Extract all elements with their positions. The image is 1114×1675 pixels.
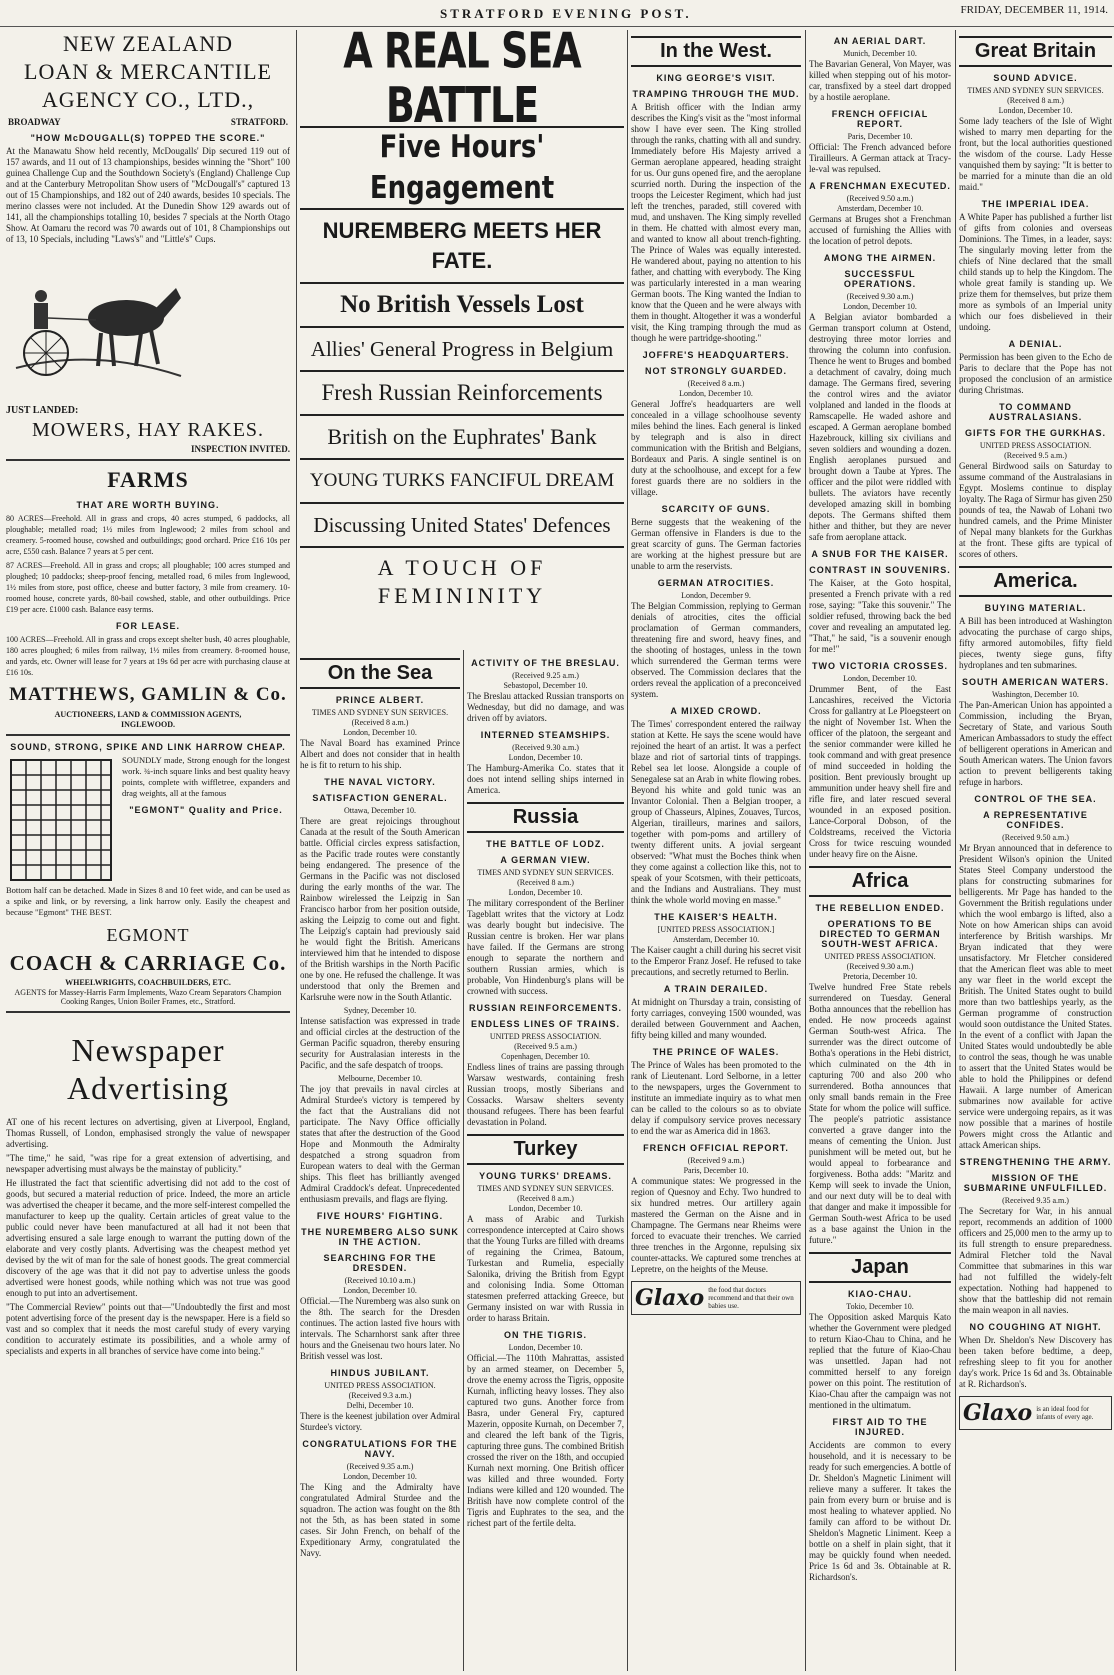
received-line: (Received 9.35 a.m.)	[346, 1462, 414, 1471]
head-young-turks: YOUNG TURKS' DREAMS.	[479, 1171, 612, 1181]
glaxo-logo: Glaxo	[635, 1285, 705, 1311]
head-australasia: TO COMMAND AUSTRALASIANS.	[988, 402, 1083, 422]
banner-defences	[300, 504, 624, 548]
divider	[6, 1011, 290, 1013]
divider	[6, 734, 290, 736]
nz-body: At the Manawatu Show held recently, McDougalls' Dip secured 119 out of 157 awards, and 11 out of 13 championships, besides winning the "Short" 100 guinea Challenge Cup and the Southdown Society's (England) Challenge Cup and at the Canterbury Metropolitan Show users of "McDougall's" captured 13 out of 15 Championships, and 182 out of 240 awards, besides 10 specials. The merino classes were not included. At the Dunedin Show 129 awards out of 141, all the championships totalling 10, besides 7 specials at the North Otago Show. At Oamaru the record was 70 awards out of 101, 8 Championships out of 13, 10 Specials, including "Laws's" and "Little's" Cups.	[6, 146, 290, 244]
newspaper-p3: He illustrated the fact that scientific advertising did not add to the cost of goods, but secured a material reduction of price. Indeed, the more an article was advertised the cheaper it became, and the more self-interest compelled the manufacturer to keep up the quality. Certain articles of great value to the public could never have been manufactured at all had it not been that advertising ensured a sale large enough to warrant the putting down of the elaborate and very costly plants. Advertising was the cheapest method yet devised by the wit of man for the sale of honest goods. The great commercial discovery of the age was that it did not pay to advertise unless the goods advertised were honest goods, while nothing which was not true was good enough to put into an advertisement.	[6, 1178, 290, 1298]
section-russia: Russia	[467, 802, 624, 833]
newspaper-p4: "The Commercial Review" points out that—"Undoubtedly the first and most potent advertising force of the present day is the newspaper. Here is a field so vast and so complex that it needs the most careful study of every varying condition to accurately estimate its possibilities, and a whole army of specialists and experts in all branches of service have come into being."	[6, 1302, 290, 1356]
service-line: [UNITED PRESS ASSOCIATION.]	[657, 925, 775, 934]
service-line: TIMES AND SYDNEY SUN SERVICES.	[311, 708, 449, 717]
farms-heading: FARMS	[107, 467, 189, 492]
head-tigris: ON THE TIGRIS.	[503, 1330, 587, 1340]
dateline: Amsterdam, December 10.	[836, 204, 924, 213]
head-derailed: A TRAIN DERAILED.	[663, 984, 769, 994]
head-naval-victory: THE NAVAL VICTORY.	[324, 777, 436, 787]
received-line: (Received 9.25 a.m.)	[512, 671, 579, 680]
head-denial: A DENIAL.	[1008, 339, 1063, 349]
section-on-the-sea: On the Sea	[300, 658, 460, 689]
head-mud: TRAMPING THROUGH THE MUD.	[632, 89, 800, 99]
body-prince-albert: The Naval Board has examined Prince Albert and does not consider that in health he is fit to return to his ship.	[300, 738, 460, 770]
newspaper-title-1: Newspaper	[71, 1032, 225, 1068]
head-prince-albert: PRINCE ALBERT.	[335, 695, 425, 705]
head-mixed: A MIXED CROWD.	[670, 706, 762, 716]
newspaper-title-2: Advertising	[66, 1070, 230, 1106]
dateline: Pretoria, December 10.	[842, 972, 918, 981]
nz-title-3: AGENCY CO., LTD.,	[41, 87, 255, 112]
body-french: A communique states: We progressed in the region of Quesnoy and Echy. Two hundred to six hundred metres. Our artillery again mastered the German on the Aisne and in Champagne. The Germans near Rheims were forced to evacuate their trenches. We carried three trenches in the Argonne, repulsing six counter-attacks. We captured some trenches at Lepretre, on the heights of the Meuse.	[631, 1176, 801, 1274]
harrow-heading: SOUND, STRONG, SPIKE AND LINK HARROW CHEAP.	[10, 742, 286, 752]
section-in-the-west: In the West.	[631, 36, 801, 67]
section-america: America.	[959, 566, 1112, 597]
received-line: (Received 9.50 a.m.)	[1002, 833, 1069, 842]
body-interned: The Hamburg-Amerika Co. states that it does not intend selling ships interned in America.	[467, 763, 624, 795]
dateline: Sydney, December 10.	[343, 1006, 417, 1015]
head-german-view: A GERMAN VIEW.	[500, 855, 591, 865]
head-kiaochau: KIAO-CHAU.	[848, 1289, 912, 1299]
dateline: Copenhagen, December 10.	[501, 1052, 590, 1061]
body-tigris: Official.—The 110th Mahrattas, assisted by an armed steamer, on December 5, drove the enemy across the Tigris, opposite Kurnah, inflicting heavy losses. They also captured two guns. Another force from Basra, under General Fry, captured Mazerin, opposite Kurnah, on December 7, and cleared the left bank of the Tigris, capturing three guns. The combined British crossed the river on the 18th, and occupied Kurnah next morning. One British officer was killed and three wounded. Forty Indians were killed and 120 wounded. The British have now complete control of the Tigris and Euphrates to the sea, and the richest part of the fertile delta.	[467, 1353, 624, 1528]
horse-mower-illustration	[6, 248, 186, 398]
received-line: (Received 8 a.m.)	[1007, 96, 1064, 105]
head-mission: MISSION OF THE SUBMARINE UNFULFILLED.	[963, 1173, 1108, 1193]
dateline: Tokio, December 10.	[846, 1302, 914, 1311]
body-melbourne: The joy that prevails in naval circles at Admiral Sturdee's victory is tempered by the fact that the Australians did not participate. The Navy Office officially states that after the destruction of the Good Hope and Monmouth the Admiralty despatched a strong squadron from European waters to deal with the German ships. This fleet has brilliantly avenged Admiral Craddock's defeat. Unprecedented enthusiasm prevails, and flags are flying.	[300, 1084, 460, 1204]
head-french-report: FRENCH OFFICIAL REPORT.	[831, 109, 929, 129]
dateline: Munich, December 10.	[843, 49, 917, 58]
column-rule	[463, 650, 464, 1671]
banner-belgium	[300, 328, 624, 372]
received-line: (Received 8 a.m.)	[517, 1194, 574, 1203]
matthews-heading: MATTHEWS, GAMLIN & Co.	[9, 684, 287, 705]
harrow-body-2: Bottom half can be detached. Made in Sizes 8 and 10 feet wide, and can be used as a spike and link, or by reversing, a link harrow only. Easily the cheapest and because "Egmont" THE BEST.	[6, 885, 290, 917]
dateline: London, December 10.	[508, 753, 583, 762]
head-south-american: SOUTH AMERICAN WATERS.	[962, 677, 1109, 687]
head-interned: INTERNED STEAMSHIPS.	[480, 730, 611, 740]
dateline: London, December 10.	[508, 1204, 583, 1213]
body-trains: Endless lines of trains are passing through Warsaw westwards, containing fresh Russian troops, mostly Siberians and Cossacks. Warsaw shelters seventy thousand refugees. There has been fearful devastation in Poland.	[467, 1062, 624, 1127]
body-aerial: The Bavarian General, Von Mayer, was killed when stepping out of his motor-car, transfixed by a steel dart dropped by a hostile aeroplane.	[809, 59, 951, 102]
head-rebellion: THE REBELLION ENDED.	[815, 903, 945, 913]
received-line: (Received 8 a.m.)	[351, 718, 409, 727]
glaxo-advert	[631, 1281, 801, 1315]
matthews-location: INGLEWOOD.	[120, 720, 175, 729]
body-delhi: There is the keenest jubilation over Admiral Sturdee's victory.	[300, 1411, 460, 1432]
banner-nuremberg	[300, 210, 624, 284]
dateline: Amsterdam, December 10.	[672, 935, 760, 944]
nz-loc-right: STRATFORD.	[230, 117, 288, 127]
head-coughing: NO COUGHING AT NIGHT.	[969, 1322, 1102, 1332]
head-russian-reinf: RUSSIAN REINFORCEMENTS.	[468, 1003, 622, 1013]
section-africa: Africa	[809, 866, 951, 897]
head-aerial: AN AERIAL DART.	[833, 36, 927, 46]
body-derailed: At midnight on Thursday a train, consisting of forty carriages, conveying 1500 wounded, was derailed between Gouvernment and Aachen, fifty being killed and many wounded.	[631, 997, 801, 1040]
body-sydney: Intense satisfaction was expressed in trade and official circles at the destruction of the German Pacific squadron, thereby ensuring security for Australasian interests in the Pacific, and the safe despatch of troops.	[300, 1016, 460, 1070]
received-line: (Received 9.30 a.m.)	[846, 962, 914, 971]
head-not-guarded: NOT STRONGLY GUARDED.	[644, 366, 787, 376]
column-rule	[296, 30, 297, 1671]
head-lodz: THE BATTLE OF LODZ.	[486, 839, 605, 849]
body-sound: Some lady teachers of the Isle of Wight wished to marry men departing for the front, but the local authorities questioned the wisdom of the course. Lady Hesse vanquished them by saying: "It is better to be married for a minute than die an old maid."	[959, 116, 1112, 192]
received-line: (Received 9.30 a.m.)	[512, 743, 579, 752]
body-strength: The Secretary for War, in his annual report, recommends an addition of 1000 officers and 25,000 men to the army up to its full strength to ensure preparedness. Admiral Fletcher told the Naval Committee that submarines in this war had not fulfilled the widely-felt expectation. Nothing had happened to show that the battleship did not remain the main weapon in all navies.	[959, 1206, 1112, 1315]
nz-loc-left: BROADWAY	[8, 117, 61, 127]
nz-headline: "HOW McDOUGALL(S) TOPPED THE SCORE."	[30, 133, 266, 143]
head-strengthening: STRENGTHENING THE ARMY.	[959, 1157, 1112, 1167]
dateline: London, December 10.	[843, 674, 917, 683]
head-congrats: CONGRATULATIONS FOR THE NAVY.	[302, 1439, 458, 1459]
nz-location	[8, 117, 288, 127]
head-joffre: JOFFRE'S HEADQUARTERS.	[642, 350, 790, 360]
head-french-report: FRENCH OFFICIAL REPORT.	[643, 1143, 789, 1153]
banner-1: A REAL SEA BATTLE	[343, 30, 581, 134]
section-japan: Japan	[809, 1252, 951, 1283]
banner-engagement	[300, 128, 624, 210]
masthead	[0, 0, 1114, 27]
body-atrocities: The Belgian Commission, replying to German denials of atrocities, cites the official proclamation of German commanders, threatening fire and sword, heavy fines, and the shooting of hostages, unless in the town which surrendered the German terms were observed. The Commission declares that the orders reveal the application of a preconceived system.	[631, 601, 801, 699]
head-satisfaction: SATISFACTION GENERAL.	[312, 793, 448, 803]
dateline: London, December 9.	[681, 591, 751, 600]
russia-turkey-column	[467, 652, 624, 1671]
column-rule	[805, 30, 806, 1671]
head-prince-wales: THE PRINCE OF WALES.	[652, 1047, 780, 1057]
banner-femininity	[300, 548, 624, 616]
section-turkey: Turkey	[467, 1134, 624, 1165]
farm-listing-1: 80 ACRES—Freehold. All in grass and crops, 40 acres stumped, 6 paddocks, all ploughable; metalled road; 1½ miles from Inglewood; 2 miles from school and creamery. 5-roomed house, cowshed and outbuildings; good orchard. Price £16 10s per acre, £550 cash. Balance 7 years at 5 per cent.	[6, 514, 290, 556]
service-line: TIMES AND SYDNEY SUN SERVICES.	[477, 868, 614, 877]
inspection-note: INSPECTION INVITED.	[190, 444, 290, 454]
body-vc: Drummer Bent, of the East Lancashires, received the Victoria Cross for gallantry at Le Ploegsteert on the night of November 1st. When the officer of the platoon, the sergeant and the senior commander were killed he took command and with great presence of mind succeeded in holding the position. Bent previously brought up ammunition under heavy shell fire and rifle fire, and later rescued several wounded in an exposed position. Lance-Corporal Dobson, of the Coldstreams, received the Victoria Cross for twice rescuing wounded under heavy fire on the Aisne.	[809, 684, 951, 859]
head-kings-visit: KING GEORGE'S VISIT.	[656, 73, 776, 83]
glaxo-logo: Glaxo	[963, 1400, 1033, 1426]
banner-sea-battle	[300, 30, 624, 134]
service-line: UNITED PRESS ASSOCIATION.	[979, 441, 1092, 450]
body-lodz: The military correspondent of the Berliner Tageblatt writes that the victory at Lodz was dearly bought but indecisive. The Russian centre is broken. Her war plans have failed. If the Germans are strong enough to separate the northern and southern Russian armies, which is probable, Von Hindenburg's plans will be crowned with success.	[467, 898, 624, 996]
body-kaiser: The Kaiser caught a chill during his secret visit to the Emperor Franz Josef. He refused to take precautions, and secretly returned to Berlin.	[631, 945, 801, 977]
dateline: London, December 10.	[508, 888, 583, 897]
farm-listing-2: 87 ACRES—Freehold. All in grass and crops; all ploughable; 100 acres stumped and ploughed; 10 paddocks; sheep-proof fencing, metalled road, 6 miles from Inglewood, 1½ miles from store, post office, cheese and butter factory, 3 mile from creamery. 10-roomed house, concrete yards, 80-bail cowshed, stable, and other outbuildings. Price £19 per acre. £1000 cash. Balance easy terms.	[6, 561, 290, 614]
masthead-date: FRIDAY, DECEMBER 11, 1914.	[960, 4, 1108, 16]
head-imperial: THE IMPERIAL IDEA.	[981, 199, 1090, 209]
head-scarcity: SCARCITY OF GUNS.	[661, 504, 771, 514]
head-control: CONTROL OF THE SEA.	[974, 794, 1097, 804]
newspaper-p2: "The time," he said, "was ripe for a great extension of advertising, and newspaper advertising must always be the mainstay of publicity."	[6, 1153, 290, 1174]
matthews-subtitle: AUCTIONEERS, LAND & COMMISSION AGENTS,	[54, 710, 242, 719]
head-operations: OPERATIONS TO BE DIRECTED TO GERMAN SOUTH-WEST AFRICA.	[819, 919, 941, 949]
head-searching: SEARCHING FOR THE DRESDEN.	[323, 1253, 437, 1273]
head-souvenirs: CONTRAST IN SOUVENIRS.	[809, 565, 951, 575]
britain-america-column	[959, 30, 1112, 1671]
service-line: UNITED PRESS ASSOCIATION.	[324, 1381, 436, 1390]
banner-young-turks	[300, 460, 624, 504]
service-line: UNITED PRESS ASSOCIATION.	[489, 1032, 602, 1041]
received-line: (Received 10.10 a.m.)	[344, 1276, 416, 1285]
dateline: Sebastopol, December 10.	[503, 681, 588, 690]
head-endless: ENDLESS LINES OF TRAINS.	[470, 1019, 620, 1029]
received-line: (Received 9.50 a.m.)	[846, 194, 914, 203]
body-executed: Germans at Bruges shot a Frenchman accused of furnishing the Allies with the location of petrol depots.	[809, 214, 951, 246]
head-nuremberg-sunk: THE NUREMBERG ALSO SUNK IN THE ACTION.	[301, 1227, 459, 1247]
dateline: Delhi, December 10.	[346, 1401, 414, 1410]
head-vc: TWO VICTORIA CROSSES.	[811, 661, 948, 671]
body-searching: Official.—The Nuremberg was also sunk on the 8th. The search for the Dresden continues. The action lasted five hours with intervals. The Scharnhorst sank after three hours and the Gneisenau two hours later. No British vessel was lost.	[300, 1296, 460, 1361]
banner-3: NUREMBERG MEETS HER FATE.	[322, 218, 602, 273]
advert-column	[6, 30, 290, 1671]
received-line: (Received 9.5 a.m.)	[514, 1042, 577, 1051]
head-rep-confides: A REPRESENTATIVE CONFIDES.	[983, 810, 1088, 830]
body-breslau: The Breslau attacked Russian transports on Wednesday, but did no damage, and was driven off by aviators.	[467, 691, 624, 723]
section-great-britain: Great Britain	[959, 36, 1112, 67]
banner-euphrates	[300, 416, 624, 460]
egmont-agents: AGENTS for Massey-Harris Farm Implements, Wazo Cream Separators Champion Cooking Ranges, Union Boiler Frames, etc., Stratford.	[14, 988, 282, 1006]
body-snub: The Kaiser, at the Goto hospital, presented a French private with a red rose, saying: "Take this souvenir." The soldier refused, throwing back the bed cover and revealing an amputated leg. "That," he said, "is a souvenir enough for me!"	[809, 578, 951, 654]
war-news-column	[809, 30, 951, 1671]
dateline: Ottawa, December 10.	[344, 806, 416, 815]
body-denial: Permission has been given to the Echo de Paris to declare that the Pope has not proposed the conclusion of an armistice during Christmas.	[959, 352, 1112, 395]
head-buying: BUYING MATERIAL.	[984, 603, 1087, 613]
body-control: Mr Bryan announced that in deference to President Wilson's opinion the United States Steel Company understood the plans for constructing submarines for belligerents. Mr Page has handed to the Government the British regulations under which the wool embargo is lifted, also a Note on how American ships can avoid interference by British warships. Mr Bryan indicated that they were unsatisfactory. Mr Fletcher considered that the American fleet was able to meet any war fleet in the world except the British. The United States ought to build more than two battleships yearly, as the German programme of construction would soon outdistance the United States. In the event of a conflict with Japan the United States would undoubtedly be able to control the seas, though he was unable to assert that the United States would be able to hold the Philippines or defend Hawaii. A large number of American submarines now available for active service were undergoing repairs, as it was now possible that a marines of hostile Powers might cross the Atlantic and attack American ships.	[959, 843, 1112, 1150]
received-line: (Received 9.35 a.m.)	[1002, 1196, 1069, 1205]
nz-title-2: LOAN & MERCANTILE	[24, 59, 272, 84]
farms-subheading: THAT ARE WORTH BUYING.	[76, 500, 220, 510]
banner-7: British on the Euphrates' Bank	[327, 424, 597, 449]
received-line: (Received 9 a.m.)	[687, 1156, 745, 1165]
body-wales: The Prince of Wales has been promoted to the rank of Lieutenant. Lord Selborne, in a letter to the newspapers, urges the Government to institute an immediate inquiry as to what men can be called to the colours so as to obviate delay if compulsory service proves necessary to end the war as America did in 1863.	[631, 1060, 801, 1136]
egmont-trades: WHEELWRIGHTS, COACHBUILDERS, ETC.	[65, 978, 231, 987]
service-line: TIMES AND SYDNEY SUN SERVICES.	[967, 86, 1104, 95]
head-hindus: HINDUS JUBILANT.	[330, 1368, 430, 1378]
head-snub: A SNUB FOR THE KAISER.	[811, 549, 949, 559]
harrow-illustration	[6, 755, 116, 885]
received-line: (Received 9.5 a.m.)	[1004, 451, 1067, 460]
head-executed: A FRENCHMAN EXECUTED.	[809, 181, 951, 191]
service-line: UNITED PRESS ASSOCIATION.	[824, 952, 936, 961]
newspaper-p1: AT one of his recent lectures on advertising, given at Liverpool, England, Thomas Russell, of London, emphasised strongly the value of newspaper advertising.	[6, 1117, 290, 1149]
dateline: London, December 10.	[508, 1343, 583, 1352]
head-gurkhas: GIFTS FOR THE GURKHAS.	[965, 428, 1106, 438]
body-imperial: A White Paper has published a further list of gifts from colonies and overseas Dominions. The Times, in a leader, says: The singularly moving letter from the chiefs of Nine declared that the small child stands up to help the Kingdom. The whole great family is standing up. We prize them for themselves, but prize them more as symbols of an Imperial unity which our foes disbelieved in their undoing.	[959, 212, 1112, 332]
dateline: London, December 10.	[843, 302, 917, 311]
body-japan: The Opposition asked Marquis Kato whether the Government were pledged to return Kiao-Chau to China, and he replied that the future of Kiao-Chau was unsettled. Japan had not committed herself to any foreign power on this point. The restitution of Kiao-Chau after the campaign was not mentioned in the ultimatum.	[809, 1312, 951, 1410]
head-five-hours: FIVE HOURS' FIGHTING.	[316, 1211, 444, 1221]
dateline: Melbourne, December 10.	[338, 1074, 422, 1083]
masthead-title: STRATFORD EVENING POST.	[440, 6, 692, 21]
body-mixed: The Times' correspondent entered the railway station at Kette. He says the scene would have rejoined the heart of an artist. It was a perfect blaze and riot of sartorial tints of trappings. Rebel sea let loose. Alongside a couple of Senegalese sat an Arab in white flowing robes. Beyond his white and gold tunic was an Invantor Colonial. Then a Belgian trooper, a group of Chasseurs, Alpines, Zouaves, Turcos, Algerian, tirailleurs, marines and sailors, together with pom-poms and artillery of twenty different units. A jovial sergeant observed: "What must the Boches think when they come against a collection like this, not to speak of your Scotsmen, with their petticoats, and the Indians and Australians. They must think the whole world moving en masse."	[631, 719, 801, 905]
egmont-quality: "EGMONT" Quality and Price.	[129, 805, 283, 815]
dateline: London, December 10.	[343, 1286, 417, 1295]
body-airmen: A Belgian aviator bombarded a German transport column at Ostend, destroying three motor lorries and throwing the column into confusion. Thence he went to Bruges and bombed a detachment of cavalry, doing much damage. The Germans fired, severing the control wires and the aviator volplaned and landed in the floods at Ramscapelle. He waded ashore and escaped. A German aeroplane bombed Hazebrouck, killing six civilians and seven soldiers and wounding a dozen. English aeroplanes pursued and brought down a Taube at Ypres. The officer and the pilot were riddled with bullets. The aviators have recently developed amazing skill in bombing depots. The Germans shifted them hither and thither, but they are never safe from aeroplane attack.	[809, 312, 951, 542]
farm-listing-3: 100 ACRES—Freehold. All in grass and crops except shelter bush, 40 acres ploughable, 180 acres ploughed; 6 miles from railway, 1½ miles from creamery. 8-roomed house, and yards, etc. Owner will lease for 7 years at 19s 6d per acre with purchasing clause at £16 10s.	[6, 635, 290, 677]
body-turks: A mass of Arabic and Turkish correspondence intercepted at Cairo shows that the Young Turks are filled with dreams of regaining the Crimea, Batoum, Turkestan and Rumelia, especially Salonika, driving the British from Egypt and colonising India. Some Ottoman statesmen preferred attacking Greece, but Germany insisted on war with Russia in order to harass Britain.	[467, 1214, 624, 1323]
glaxo-text: the food that doctors recommend and that their own babies use.	[708, 1286, 794, 1310]
body-cough: When Dr. Sheldon's New Discovery has been taken before bedtime, a deep, refreshing sleep to fit you for another day's work. Price 1s 6d and 3s. Obtainable at R. Richardson's.	[959, 1335, 1112, 1389]
west-column	[631, 30, 801, 1671]
banner-5: Allies' General Progress in Belgium	[310, 337, 614, 361]
received-line: (Received 8 a.m.)	[687, 379, 745, 388]
head-airmen: AMONG THE AIRMEN.	[823, 253, 937, 263]
column-rule	[955, 30, 956, 1671]
egmont-title-2: COACH & CARRIAGE Co.	[9, 951, 287, 975]
body-africa: Twelve hundred Free State rebels surrendered on Tuesday. General Botha announces that the rebellion has ended. He now proceeds against German South-west Africa. The surrender was the direct outcome of Botha's operations in the Hebi district, which culminated on the 4th in capturing 700 and also 200 who surrendered. Botha announces that only small bands remain in the Free State for whom the police will suffice. The people's patriotic assistance converted a grave danger into the means of cementing the Union. Just punishment will be meted out, but he would appeal to forbearance and forgiveness. Botha adds: "Maritz and Kemp will seek to invade the Union, and our next duty will be to deal with that danger and make it impossible for German South-west Africa to be used as a base against the Union in the future."	[809, 982, 951, 1245]
dateline: Paris, December 10.	[847, 132, 913, 141]
column-rule	[627, 30, 628, 1671]
service-line: TIMES AND SYDNEY SUN SERVICES.	[477, 1184, 614, 1193]
banner-no-vessels	[300, 284, 624, 328]
mowers-heading: MOWERS, HAY RAKES.	[31, 419, 265, 441]
banner-column	[300, 30, 624, 648]
body-congrats: The King and the Admiralty have congratulated Admiral Sturdee and the squadron. The action was fought on the 8th not the 5th, as has been stated in some cases. Sir John French, on behalf of the Expeditionary Army, congratulated the Navy.	[300, 1482, 460, 1558]
body-south: The Pan-American Union has appointed a Commission, including the Bryan, Secretary of State, and various South American Ambassadors to study the effect of belligerent operations in American and South American waters. The Union favors action to prevent belligerents taking refuge in harbors.	[959, 700, 1112, 787]
body-paris: Official: The French advanced before Tirailleurs. A German attack at Tracy-le-val was repulsed.	[809, 142, 951, 174]
body-first-aid: Accidents are common to every household, and it is necessary to be ready for such emergencies. A bottle of Dr. Sheldon's Magnetic Liniment will relieve many a sufferer. It takes the pain from every burn or bruise and is most healing to whatever applied. No family can afford to be without Dr. Sheldon's Magnetic Liniment. Keep a bottle on a shelf in plain sight, that it may be quickly found when needed. Price 1s 6d and 3s. Obtainable at R. Richardson's.	[809, 1440, 951, 1582]
body-gurkhas: General Birdwood sails on Saturday to assume command of the Australasians in Egypt. Moslems continue to display loyalty. The Raga of Sirmur has given 250 pounds of tea, the Nawab of Lohani two hundred camels, and the Prime Minister of Nepal many blankets for the Gurkhas at the front. These gifts are typical of scores of others.	[959, 461, 1112, 559]
head-first-aid: FIRST AID TO THE INJURED.	[832, 1417, 928, 1437]
body-king: A British officer with the Indian army describes the King's visit as the "most informal show I have ever seen. The King strolled through the ranks, chatting with all and sundry. Immediately before His Majesty arrived a German aeroplane appeared, heading straight for us. Our guns opened fire, and the aeroplane scurried north. During the inspection of the troops the Leicester Regiment, which had just left the trenches, paraded, still covered with mud, and unshaven. The King simply revelled in them. He chatted with almost every man, and wanted to know all about trench-fighting. The Prince of Wales was equally interested. He wandered about, paying no attention to his father, and chatting with everybody. The King was particularly interested in a man wearing German boots. The King wanted the Indian to know that the Queen and he were always with them in thought. Altogether it was a wonderful visit, the King tramping through the mud as though he were partridge-shooting."	[631, 102, 801, 343]
head-breslau: ACTIVITY OF THE BRESLAU.	[471, 658, 620, 668]
sea-column	[300, 652, 460, 1671]
for-lease-heading: FOR LEASE.	[115, 621, 180, 631]
banner-8: YOUNG TURKS FANCIFUL DREAM	[309, 470, 615, 491]
body-ottawa: There are great rejoicings throughout Canada at the result of the South American battle. Official circles express satisfaction, as the Pacific trade routes were constantly being endangered. The presence of the Germans in the Pacific was not disclosed during the early months of the war. The Rainbow wirelessed the Leipzig in San Francisco harbor from her position outside, asking the Leipzig to come out and fight. The Leipzig's captain had previously said he would fight the British. Americans interviewed him that he intended to dispose of the British warships in the North Pacific one by one. He refused the challenge. It was understood that only the Bremen and Karlsruhe were now in the South Atlantic.	[300, 816, 460, 1002]
received-line: (Received 9.3 a.m.)	[348, 1391, 412, 1400]
divider	[6, 459, 290, 461]
banner-2: Five Hours' Engagement	[369, 129, 555, 207]
banner-6: Fresh Russian Reinforcements	[321, 380, 603, 405]
body-scarcity: Berne suggests that the weakening of the German offensive in Flanders is due to the great scarcity of guns. The German factories are working at the highest pressure but are unable to arm the reservists.	[631, 517, 801, 571]
harrow-body: SOUNDLY made, Strong enough for the longest work. ¾-inch square links and best quality heavy points, complete with wiffletree, expanders and drag weights, all at the famous	[122, 755, 290, 798]
head-atrocities: GERMAN ATROCITIES.	[657, 578, 775, 588]
dateline: London, December 10.	[343, 728, 417, 737]
received-line: (Received 8 a.m.)	[517, 878, 574, 887]
banner-10: A TOUCH OF FEMININITY	[377, 555, 547, 608]
dateline: London, December 10.	[343, 1472, 417, 1481]
head-successful: SUCCESSFUL OPERATIONS.	[843, 269, 917, 289]
nz-title-1: NEW ZEALAND	[62, 31, 234, 56]
received-line: (Received 9.30 a.m.)	[846, 292, 914, 301]
head-kaiser-health: THE KAISER'S HEALTH.	[654, 912, 778, 922]
banner-9: Discussing United States' Defences	[313, 513, 611, 537]
glaxo-advert	[959, 1396, 1112, 1430]
dateline: Washington, December 10.	[992, 690, 1079, 699]
dateline: London, December 10.	[679, 389, 753, 398]
just-landed: JUST LANDED:	[6, 405, 79, 416]
dateline: Paris, December 10.	[683, 1166, 749, 1175]
banner-russian	[300, 372, 624, 416]
glaxo-text: is an ideal food for infants of every age.	[1036, 1405, 1094, 1421]
head-sound-advice: SOUND ADVICE.	[993, 73, 1078, 83]
banner-4: No British Vessels Lost	[340, 291, 584, 318]
egmont-title-1: EGMONT	[106, 925, 190, 945]
body-buying: A Bill has been introduced at Washington advocating the purchase of cargo ships, fifty armored automobiles, fifty field pieces, twenty siege guns, fifty hydroplanes and ten submarines.	[959, 616, 1112, 670]
body-joffre: General Joffre's headquarters are well concealed in a village schoolhouse seventy miles behind the lines. Each general is linked by telegraph and is also in direct communication with the British and Belgians, Bordeaux and Paris. A single sentinel is on duty at the schoolhouse, and except for a few forest guards there are no soldiers in the village.	[631, 399, 801, 497]
dateline: London, December 10.	[998, 106, 1073, 115]
